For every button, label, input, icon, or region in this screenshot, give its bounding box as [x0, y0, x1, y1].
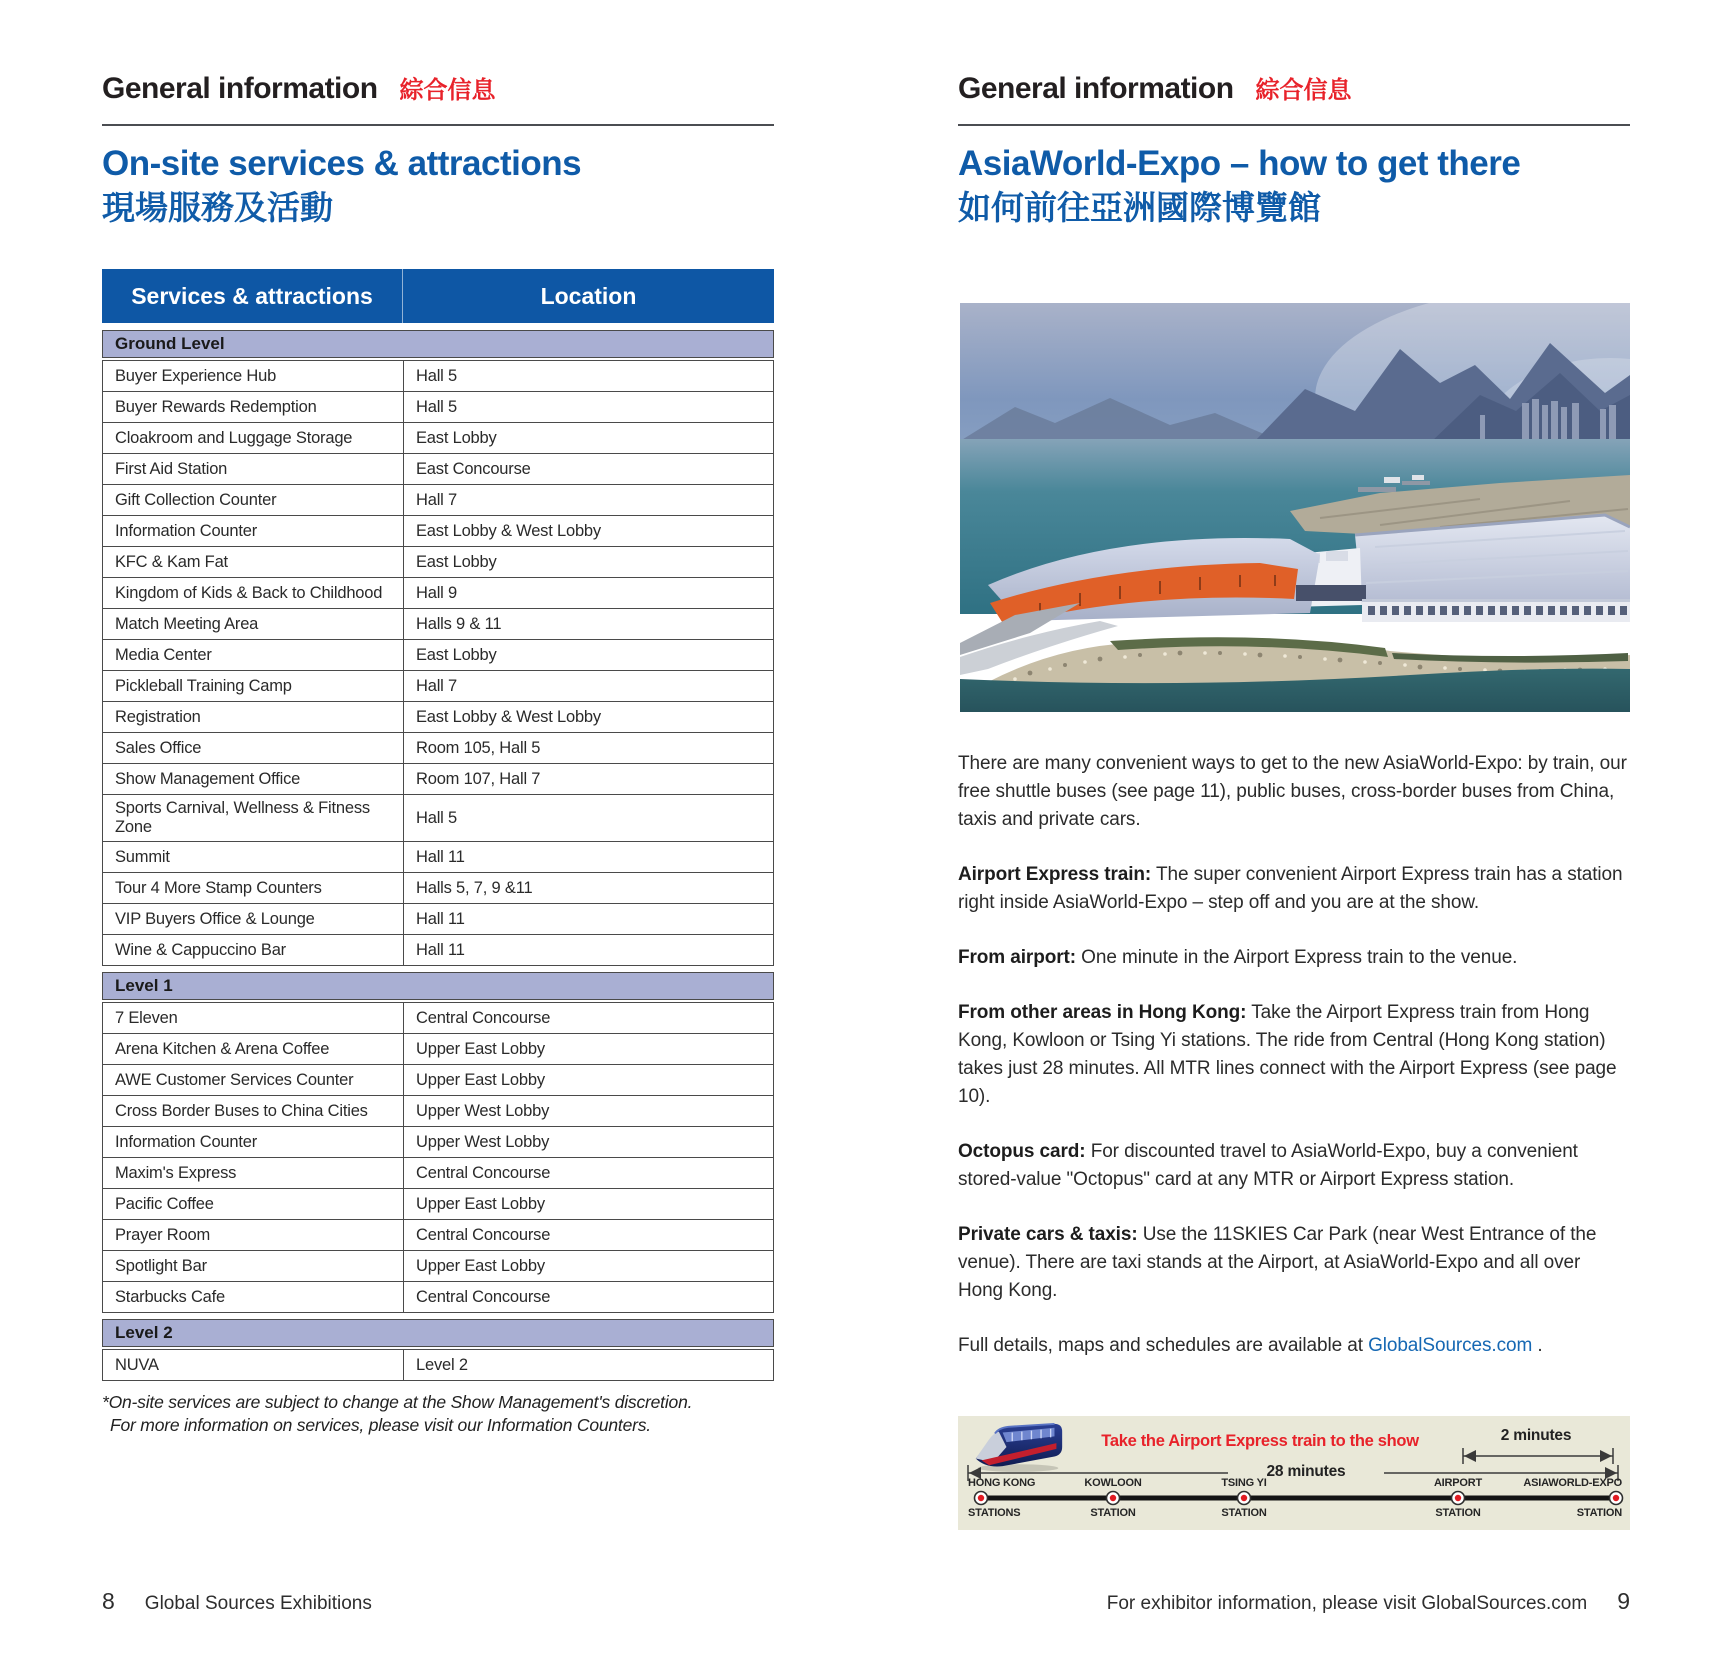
location-cell: East Lobby: [416, 552, 497, 571]
location-cell: East Lobby: [416, 428, 497, 447]
station-label: STATION: [1435, 1507, 1481, 1519]
location-cell: Halls 5, 7, 9 &11: [416, 878, 533, 897]
service-cell: Buyer Rewards Redemption: [103, 392, 404, 422]
table-row: [103, 515, 773, 546]
left-page-header: [102, 70, 774, 126]
station-label: STATION: [1221, 1507, 1267, 1519]
location-cell: Hall 9: [416, 583, 457, 602]
table-row: [103, 872, 773, 903]
service-cell: Information Counter: [103, 516, 404, 546]
services-title-chinese: 現場服務及活動: [102, 188, 333, 226]
paragraph-lead: Octopus card:: [958, 1141, 1086, 1162]
right-page-number: 9: [1617, 1588, 1630, 1614]
table-row: [103, 1003, 773, 1033]
location-cell: Upper West Lobby: [416, 1132, 550, 1151]
how-to-get-there-title-chinese: 如何前往亞洲國際博覽館: [958, 188, 1321, 226]
service-cell: Information Counter: [103, 1127, 404, 1157]
table-row: [103, 1126, 773, 1157]
service-cell: NUVA: [103, 1350, 404, 1380]
venue-photo: [960, 303, 1630, 712]
location-cell: Central Concourse: [416, 1163, 551, 1182]
service-cell: Arena Kitchen & Arena Coffee: [103, 1034, 404, 1064]
location-cell: Hall 7: [416, 490, 457, 509]
service-cell: Media Center: [103, 640, 404, 670]
duration-2-minutes: 2 minutes: [1500, 1427, 1572, 1444]
table-row: [103, 841, 773, 872]
service-cell: Show Management Office: [103, 764, 404, 794]
station-label: STATION: [1090, 1507, 1136, 1519]
location-cell: Upper West Lobby: [416, 1101, 550, 1120]
right-header-title: General information: [958, 72, 1234, 105]
paragraph-lead: From airport:: [958, 947, 1076, 968]
table-header-row: [102, 269, 774, 323]
paragraph: Full details, maps and schedules are available at GlobalSources.com .: [958, 1335, 1543, 1356]
table-header-cell: Services & attractions: [102, 269, 403, 323]
how-to-get-there-title: AsiaWorld-Expo – how to get there: [958, 144, 1521, 183]
paragraph: From airport: One minute in the Airport Express train to the venue.: [958, 947, 1518, 968]
paragraph: There are many convenient ways to get to the new AsiaWorld-Expo: by train, our free shuttle buses (see page 11), public buses, cross-border buses from China, taxis and private cars.: [958, 753, 1627, 830]
location-cell: Hall 11: [416, 847, 465, 866]
service-cell: Registration: [103, 702, 404, 732]
table-row: [103, 1219, 773, 1250]
left-footer-label: Global Sources Exhibitions: [144, 1593, 372, 1614]
location-cell: Level 2: [416, 1355, 468, 1374]
station-name: ASIAWORLD-EXPO: [1523, 1477, 1622, 1489]
footnote-line-2: For more information on services, please visit our Information Counters.: [110, 1415, 651, 1435]
station-name: HONG KONG: [968, 1477, 1036, 1489]
table-row: [103, 1350, 773, 1380]
service-cell: Sales Office: [103, 733, 404, 763]
service-cell: VIP Buyers Office & Lounge: [103, 904, 404, 934]
location-cell: Central Concourse: [416, 1225, 551, 1244]
table-section-row: Level 2: [102, 1319, 774, 1347]
table-header-cell: Location: [540, 282, 637, 309]
duration-28-minutes: 28 minutes: [1228, 1463, 1384, 1481]
service-cell: Cross Border Buses to China Cities: [103, 1096, 404, 1126]
service-cell: First Aid Station: [103, 454, 404, 484]
right-page-header: [958, 70, 1630, 126]
location-cell: Hall 5: [416, 397, 457, 416]
service-cell: Tour 4 More Stamp Counters: [103, 873, 404, 903]
paragraph: Airport Express train: The super convenient Airport Express train has a station right inside AsiaWorld-Expo – step off and you are at the show.: [958, 864, 1623, 913]
service-cell: Starbucks Cafe: [103, 1282, 404, 1312]
services-title: On-site services & attractions: [102, 144, 582, 183]
left-header-title-chinese: 綜合信息: [399, 77, 496, 104]
service-cell: Buyer Experience Hub: [103, 361, 404, 391]
table-row: [103, 1188, 773, 1219]
services-table: [102, 269, 774, 1381]
service-cell: Sports Carnival, Wellness & Fitness Zone: [103, 795, 404, 841]
right-page-footer: [958, 1588, 1630, 1615]
station-label: STATIONS: [968, 1507, 1021, 1519]
paragraph: Octopus card: For discounted travel to AsiaWorld-Expo, buy a convenient stored-value "Octopus" card at any MTR or Airport Express station.: [958, 1141, 1578, 1190]
table-group-rows: [102, 360, 774, 966]
service-cell: Pickleball Training Camp: [103, 671, 404, 701]
service-cell: AWE Customer Services Counter: [103, 1065, 404, 1095]
left-page-number: 8: [102, 1588, 115, 1614]
paragraph-lead: Airport Express train:: [958, 864, 1152, 885]
right-section-title: [958, 142, 1630, 230]
table-row: [103, 701, 773, 732]
paragraph-lead: Private cars & taxis:: [958, 1224, 1138, 1245]
table-row: [103, 484, 773, 515]
station-name: KOWLOON: [1084, 1477, 1142, 1489]
right-footer-label: For exhibitor information, please visit GlobalSources.com: [1106, 1593, 1588, 1614]
table-row: [103, 1250, 773, 1281]
station-name: TSING YI: [1221, 1477, 1267, 1489]
table-row: [103, 577, 773, 608]
table-row: [103, 546, 773, 577]
table-row: [103, 934, 773, 965]
table-row: [103, 1157, 773, 1188]
paragraph: From other areas in Hong Kong: Take the Airport Express train from Hong Kong, Kowloon or Tsing Yi stations. The ride from Central (Hong Kong station) takes just 28 minutes. All MTR lines connect with the Airport Express (see page 10).: [958, 1002, 1617, 1107]
table-row: [103, 391, 773, 422]
location-cell: Upper East Lobby: [416, 1256, 545, 1275]
location-cell: Halls 9 & 11: [416, 614, 502, 633]
left-header-title: General information: [102, 72, 378, 105]
location-cell: East Lobby: [416, 645, 497, 664]
services-table-block: [102, 269, 774, 1437]
table-row: [103, 1064, 773, 1095]
table-row: [103, 1095, 773, 1126]
service-cell: KFC & Kam Fat: [103, 547, 404, 577]
service-cell: Pacific Coffee: [103, 1189, 404, 1219]
table-group-rows: [102, 1349, 774, 1381]
venue-photo-illustration: [960, 303, 1630, 712]
table-row: [103, 1033, 773, 1064]
table-row: [103, 1281, 773, 1312]
location-cell: Upper East Lobby: [416, 1039, 545, 1058]
location-cell: Room 105, Hall 5: [416, 738, 541, 757]
service-cell: Match Meeting Area: [103, 609, 404, 639]
location-cell: Central Concourse: [416, 1008, 551, 1027]
location-cell: Hall 7: [416, 676, 457, 695]
location-cell: Hall 11: [416, 940, 465, 959]
location-cell: Room 107, Hall 7: [416, 769, 541, 788]
service-cell: 7 Eleven: [103, 1003, 404, 1033]
service-cell: Kingdom of Kids & Back to Childhood: [103, 578, 404, 608]
paragraph: Private cars & taxis: Use the 11SKIES Car Park (near West Entrance of the venue). There are taxi stands at the Airport, at AsiaWorld-Expo and all over Hong Kong.: [958, 1224, 1597, 1301]
table-section-row: Ground Level: [102, 330, 774, 358]
table-row: [103, 361, 773, 391]
station-label: STATION: [1576, 1507, 1622, 1519]
left-page-footer: [102, 1588, 774, 1615]
service-cell: Wine & Cappuccino Bar: [103, 935, 404, 965]
footnote-line-1: *On-site services are subject to change at the Show Management's discretion.: [102, 1392, 693, 1412]
service-cell: Cloakroom and Luggage Storage: [103, 423, 404, 453]
location-cell: Upper East Lobby: [416, 1070, 545, 1089]
table-row: [103, 794, 773, 841]
table-footnote: [102, 1391, 774, 1437]
globalsources-link[interactable]: GlobalSources.com: [1368, 1335, 1533, 1356]
table-row: [103, 903, 773, 934]
service-cell: Maxim's Express: [103, 1158, 404, 1188]
left-section-title: [102, 142, 774, 230]
location-cell: Upper East Lobby: [416, 1194, 545, 1213]
right-header-title-chinese: 綜合信息: [1255, 77, 1352, 104]
airport-express-train-icon: [970, 1419, 1066, 1473]
table-row: [103, 763, 773, 794]
table-row: [103, 670, 773, 701]
location-cell: East Lobby & West Lobby: [416, 707, 601, 726]
service-cell: Prayer Room: [103, 1220, 404, 1250]
table-row: [103, 639, 773, 670]
location-cell: Hall 5: [416, 366, 457, 385]
location-cell: Central Concourse: [416, 1287, 551, 1306]
service-cell: Spotlight Bar: [103, 1251, 404, 1281]
airport-express-diagram: [958, 1416, 1630, 1530]
location-cell: Hall 11: [416, 909, 465, 928]
service-cell: Gift Collection Counter: [103, 485, 404, 515]
paragraph-lead: From other areas in Hong Kong:: [958, 1002, 1247, 1023]
table-row: [103, 453, 773, 484]
transport-paragraphs: [958, 750, 1630, 1387]
table-row: [103, 608, 773, 639]
table-row: [103, 732, 773, 763]
diagram-title: Take the Airport Express train to the show: [1101, 1432, 1419, 1450]
location-cell: Hall 5: [416, 808, 457, 827]
station-name: AIRPORT: [1433, 1477, 1483, 1489]
location-cell: East Lobby & West Lobby: [416, 521, 601, 540]
table-section-row: Level 1: [102, 972, 774, 1000]
table-row: [103, 422, 773, 453]
service-cell: Summit: [103, 842, 404, 872]
location-cell: East Concourse: [416, 459, 531, 478]
table-group-rows: [102, 1002, 774, 1313]
